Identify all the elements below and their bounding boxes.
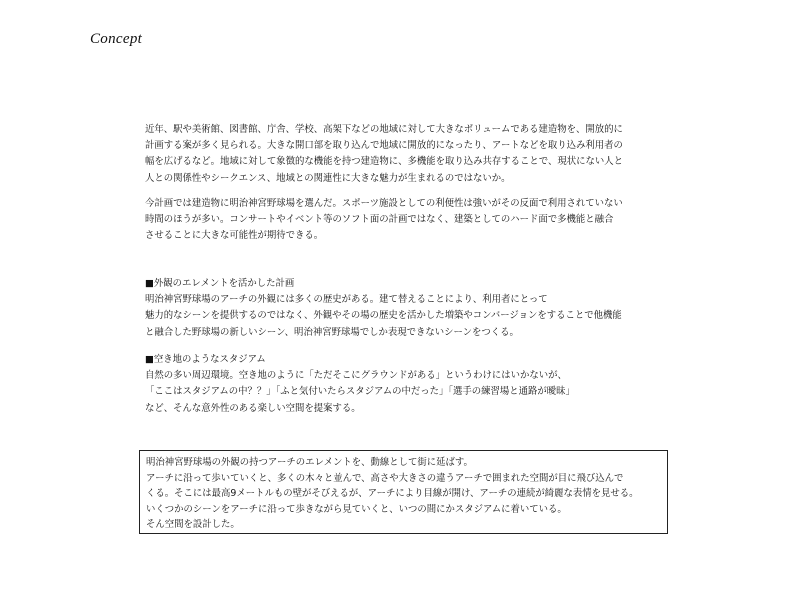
section-vacant-lot-stadium — [145, 352, 575, 417]
summary-line: いくつかのシーンをアーチに沿って歩きながら見ていくと、いつの間にかスタジアムに着いている。 — [146, 503, 567, 515]
paragraph-line: 計画する案が多く見られる。大きな開口部を取り込んで地域に開放的になったり、アートなどを取り込み利用者の — [145, 140, 623, 152]
paragraph-line: 今計画では建造物に明治神宮野球場を選んだ。スポーツ施設としての利便性は強いがその反面で利用されていない — [145, 198, 623, 209]
intro-paragraph-2 — [145, 196, 623, 245]
summary-line: アーチに沿って歩いていくと、多くの木々と並んで、高さや大きさの違うアーチで囲まれた空間が目に飛び込んで — [146, 472, 624, 484]
summary-line: くる。そこには最高9メートルもの壁がそびえるが、アーチにより目線が開け、アーチの連続が綺麗な表情を見せる。 — [146, 488, 639, 500]
paragraph-line: させることに大きな可能性が期待できる。 — [145, 230, 324, 242]
section-line: 魅力的なシーンを提供するのではなく、外観やその場の歴史を活かした増築やコンバージョンをすることで他機能 — [145, 310, 622, 322]
summary-box — [139, 450, 668, 534]
section-line: など、そんな意外性のある楽しい空間を提案する。 — [145, 402, 361, 414]
section-heading: ■外観のエレメントを活かした計画 — [145, 278, 295, 289]
summary-line: そん空間を設計した。 — [146, 519, 240, 531]
section-heading: ■空き地のようなスタジアム — [145, 354, 266, 365]
intro-paragraph-1 — [145, 122, 623, 187]
section-line: 自然の多い周辺環境。空き地のように「ただそこにグラウンドがある」というわけにはいかないが、 — [145, 370, 567, 382]
section-line: と融合した野球場の新しいシーン、明治神宮野球場でしか表現できないシーンをつくる。 — [145, 326, 519, 338]
paragraph-line: 時間のほうが多い。コンサートやイベント等のソフト面の計画ではなく、建築としてのハード面で多機能と融合 — [145, 214, 614, 226]
section-line: 「ここはスタジアムの中？？」「ふと気付いたらスタジアムの中だった」「選手の練習場と通路が曖昧」 — [145, 386, 575, 398]
section-line: 明治神宮野球場のアーチの外観には多くの歴史がある。建て替えることにより、利用者にとって — [145, 294, 548, 306]
page-title: Concept — [90, 31, 143, 47]
section-exterior-elements — [145, 276, 622, 341]
summary-line: 明治神宮野球場の外観の持つアーチのエレメントを、動線として街に延ばす。 — [146, 457, 473, 468]
paragraph-line: 近年、駅や美術館、図書館、庁舎、学校、高架下などの地域に対して大きなボリュームである建造物を、開放的に — [145, 124, 623, 135]
paragraph-line: 幅を広げるなど。地域に対して象徴的な機能を持つ建造物に、多機能を取り込み共存することで、現状にない人と — [145, 156, 623, 168]
paragraph-line: 人との関係性やシークエンス、地域との関連性に大きな魅力が生まれるのではないか。 — [145, 172, 511, 184]
